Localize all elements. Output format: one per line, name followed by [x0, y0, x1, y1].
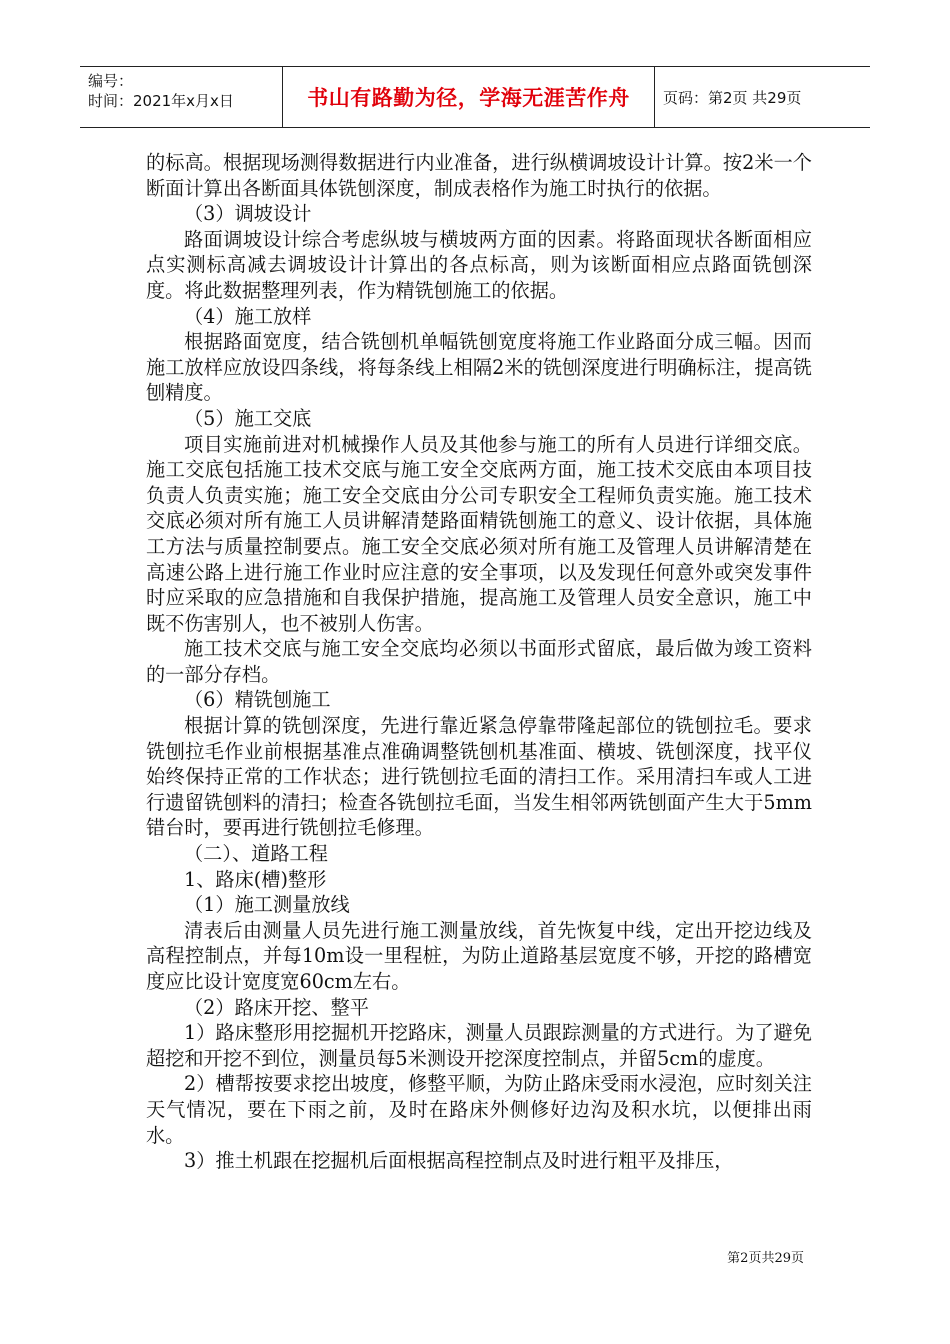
section-heading: 1、路床(槽)整形 [184, 867, 327, 891]
section-heading: （二）、道路工程 [184, 842, 328, 866]
section-heading: （2）路床开挖、整平 [184, 995, 369, 1019]
section-heading: （6）精铣刨施工 [184, 688, 331, 712]
doc-number-label: 编号： [88, 72, 134, 90]
page-footer: 第2页共29页 [727, 1251, 804, 1266]
paragraph: 3）推土机跟在挖掘机后面根据高程控制点及时进行粗平及排压， [184, 1149, 734, 1173]
header-motto: 书山有路勤为径，学海无涯苦作舟 [283, 67, 655, 127]
paragraph: 的标高。根据现场测得数据进行内业准备，进行纵横调坡设计计算。按2米一个断面计算出各断面具体铣刨深度，制成表格作为施工时执行的依据。 [146, 151, 812, 200]
paragraph: 清表后由测量人员先进行施工测量放线，首先恢复中线，定出开挖边线及高程控制点，并每10m设一里程桩，为防止道路基层宽度不够，开挖的路槽宽度应比设计宽度宽60cm左右。 [146, 918, 812, 993]
section-heading: （4）施工放样 [184, 304, 312, 328]
paragraph: 1）路床整形用挖掘机开挖路床，测量人员跟踪测量的方式进行。为了避免超挖和开挖不到位，测量员每5米测设开挖深度控制点，并留5cm的虚度。 [146, 1021, 812, 1070]
paragraph: 根据路面宽度，结合铣刨机单幅铣刨宽度将施工作业路面分成三幅。因而施工放样应放设四条线，将每条线上相隔2米的铣刨深度进行明确标注，提高铣刨精度。 [146, 330, 812, 405]
paragraph: 路面调坡设计综合考虑纵坡与横坡两方面的因素。将路面现状各断面相应点实测标高减去调坡设计计算出的各点标高，则为该断面相应点路面铣刨深度。将此数据整理列表，作为精铣刨施工的依据。 [146, 227, 812, 302]
section-heading: （1）施工测量放线 [184, 893, 350, 917]
header-meta [80, 67, 283, 127]
header-page-info: 页码：第2页 共29页 [663, 88, 802, 107]
section-heading: （3）调坡设计 [184, 202, 312, 226]
doc-time-label: 时间：2021年x月x日 [88, 92, 234, 110]
page-header [80, 66, 870, 128]
section-heading: （5）施工交底 [184, 406, 312, 430]
paragraph: 项目实施前进对机械操作人员及其他参与施工的所有人员进行详细交底。施工交底包括施工技术交底与施工安全交底两方面，施工技术交底由本项目技负责人负责实施；施工安全交底由分公司专职安全工程师负责实施。施工技术交底必须对所有施工人员讲解清楚路面精铣刨施工的意义、设计依据，具体施工方法与质量控制要点。施工安全交底必须对所有施工及管理人员讲解清楚在高速公路上进行施工作业时应注意的安全事项，以及发现任何意外或突发事件时应采取的应急措施和自我保护措施，提高施工及管理人员安全意识，施工中既不伤害别人，也不被别人伤害。 [146, 432, 812, 635]
paragraph: 根据计算的铣刨深度，先进行靠近紧急停靠带隆起部位的铣刨拉毛。要求铣刨拉毛作业前根据基准点准确调整铣刨机基准面、横坡、铣刨深度，找平仪始终保持正常的工作状态；进行铣刨拉毛面的清扫工作。采用清扫车或人工进行遗留铣刨料的清扫；检查各铣刨拉毛面，当发生相邻两铣刨面产生大于5mm错台时，要再进行铣刨拉毛修理。 [146, 714, 812, 840]
paragraph: 2）槽帮按要求挖出坡度，修整平顺，为防止路床受雨水浸泡，应时刻关注天气情况，要在下雨之前，及时在路床外侧修好边沟及积水坑，以便排出雨水。 [146, 1072, 812, 1147]
document-body [146, 150, 812, 1174]
paragraph: 施工技术交底与施工安全交底均必须以书面形式留底，最后做为竣工资料的一部分存档。 [146, 637, 812, 686]
